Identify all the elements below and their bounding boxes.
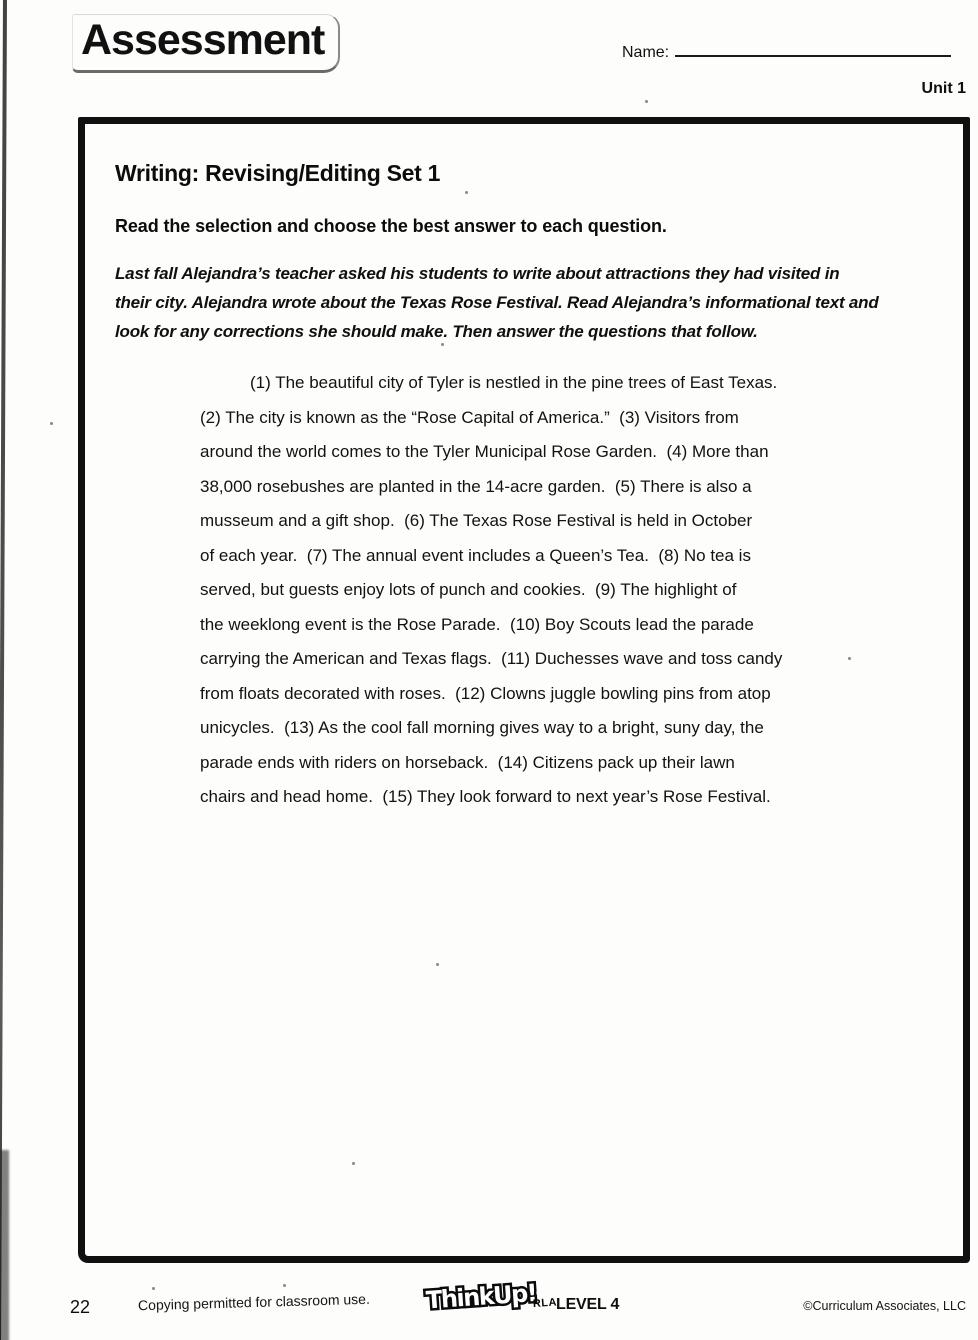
text-line: of each year. (7) The annual event includes a Queen’s Tea. (8) No tea is	[200, 545, 751, 565]
copyright-permission: Copying permitted for classroom use.	[137, 1290, 371, 1314]
scan-speck	[848, 657, 851, 660]
text-line: look for any corrections she should make. Then answer the questions that follow.	[115, 322, 758, 341]
worksheet-box	[78, 117, 970, 1263]
scan-speck	[152, 1287, 155, 1290]
text-line: (2) The city is known as the “Rose Capital of America.” (3) Visitors from	[200, 407, 739, 427]
scan-speck	[352, 1162, 355, 1165]
thinkup-logo-rla: RLA	[532, 1296, 558, 1311]
text-line: (1) The beautiful city of Tyler is nestled in the pine trees of East Texas.	[250, 373, 778, 392]
scan-speck	[465, 191, 468, 194]
text-line: 38,000 rosebushes are planted in the 14-acre garden. (5) There is also a	[200, 476, 752, 496]
text-line: from floats decorated with roses. (12) Clowns juggle bowling pins from atop	[200, 683, 771, 703]
worksheet-directions: Read the selection and choose the best answer to each question.	[115, 216, 667, 236]
thinkup-logo-text: ThinkUp!	[425, 1278, 538, 1315]
scan-smudge	[0, 1150, 9, 1340]
text-line: served, but guests enjoy lots of punch and cookies. (9) The highlight of	[200, 580, 737, 599]
text-line: the weeklong event is the Rose Parade. (10) Boy Scouts lead the parade	[200, 614, 754, 634]
publisher-credit: ©Curriculum Associates, LLC	[803, 1299, 966, 1313]
scan-speck	[645, 100, 648, 103]
text-line: Last fall Alejandra’s teacher asked his students to write about attractions they had visited in	[115, 264, 840, 283]
page-number: 22	[70, 1297, 91, 1317]
text-line: unicycles. (13) As the cool fall morning gives way to a bright, suny day, the	[200, 718, 764, 737]
passage-intro	[115, 259, 879, 346]
scan-speck	[441, 343, 444, 346]
unit-label: Unit 1	[921, 80, 966, 97]
text-line: chairs and head home. (15) They look forward to next year’s Rose Festival.	[200, 787, 771, 806]
name-field	[622, 42, 951, 62]
worksheet-heading: Writing: Revising/Editing Set 1	[115, 160, 441, 186]
thinkup-logo	[425, 1277, 557, 1317]
text-line: carrying the American and Texas flags. (11) Duchesses wave and toss candy	[200, 649, 783, 668]
scan-speck	[436, 963, 439, 966]
text-line: musseum and a gift shop. (6) The Texas Rose Festival is held in October	[200, 511, 753, 530]
text-line: their city. Alejandra wrote about the Texas Rose Festival. Read Alejandra’s informational text and	[115, 293, 879, 312]
name-blank-line	[675, 42, 951, 57]
name-label: Name:	[622, 44, 670, 61]
page-title-stamp	[72, 14, 340, 73]
scan-speck	[50, 422, 53, 425]
scan-edge-line	[0, 0, 7, 1340]
passage-text	[200, 366, 782, 815]
scan-speck	[283, 1284, 286, 1287]
page-title: Assessment	[81, 16, 325, 64]
level-label: LEVEL 4	[556, 1296, 620, 1313]
text-line: around the world comes to the Tyler Municipal Rose Garden. (4) More than	[200, 442, 769, 461]
text-line: parade ends with riders on horseback. (14) Citizens pack up their lawn	[200, 752, 735, 772]
